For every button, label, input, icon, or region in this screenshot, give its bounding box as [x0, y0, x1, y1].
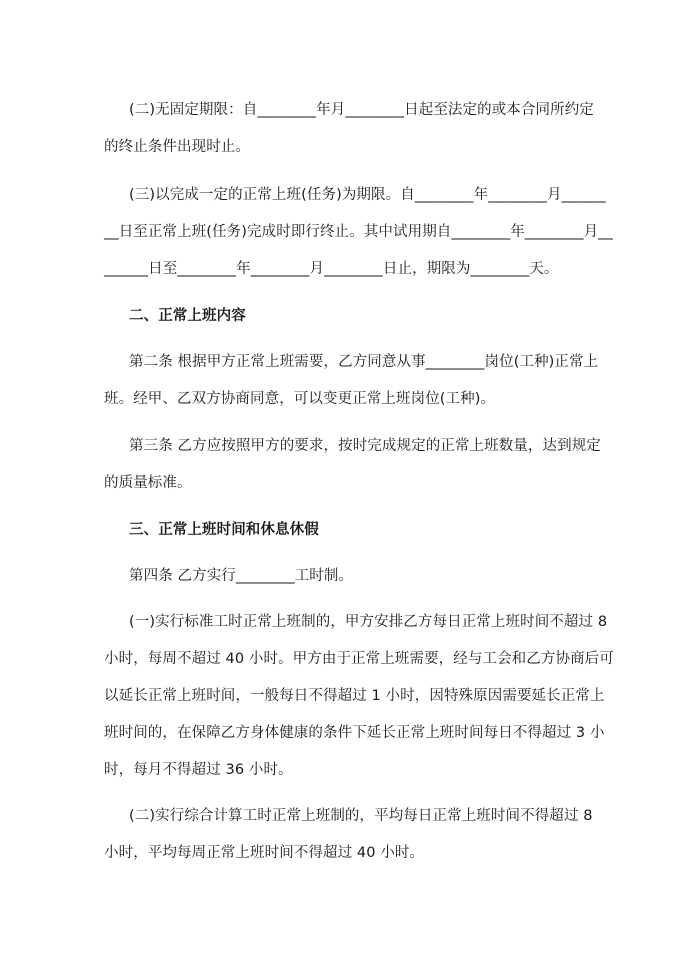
- standard-hours-line-3: 以延长正常上班时间，一般每日不得超过 1 小时，因特殊原因需要延长正常上: [104, 688, 605, 704]
- article-4-line: 第四条 乙方实行________工时制。: [129, 568, 354, 584]
- paragraph-fixed-term-line-2: 的终止条件出现时止。: [104, 139, 250, 155]
- article-3-line-1: 第三条 乙方应按照甲方的要求，按时完成规定的正常上班数量，达到规定: [129, 438, 601, 454]
- article-2-line-1: 第二条 根据甲方正常上班需要，乙方同意从事________岗位(工种)正常上: [129, 354, 599, 370]
- article-3-line-2: 的质量标准。: [104, 475, 192, 491]
- standard-hours-line-1: (一)实行标准工时正常上班制的，甲方安排乙方每日正常上班时间不超过 8: [129, 614, 608, 630]
- standard-hours-line-5: 时，每月不得超过 36 小时。: [104, 762, 293, 778]
- paragraph-task-term-line-3: ______日至________年________月________日止，期限为________天。: [104, 261, 559, 277]
- article-2-line-2: 班。经甲、乙双方协商同意，可以变更正常上班岗位(工种)。: [104, 391, 496, 407]
- standard-hours-line-2: 小时，每周不超过 40 小时。甲方由于正常上班需要，经与工会和乙方协商后可: [104, 651, 614, 667]
- paragraph-task-term-line-1: (三)以完成一定的正常上班(任务)为期限。自________年________月______: [129, 187, 606, 203]
- paragraph-fixed-term-line-1: (二)无固定期限：自________年月________日起至法定的或本合同所约定: [129, 102, 594, 118]
- comprehensive-hours-line-1: (二)实行综合计算工时正常上班制的，平均每日正常上班时间不得超过 8: [129, 808, 593, 824]
- section-heading-work-hours: 三、正常上班时间和休息休假: [129, 522, 319, 538]
- section-heading-work-content: 二、正常上班内容: [129, 308, 246, 324]
- paragraph-task-term-line-2: __日至正常上班(任务)完成时即行终止。其中试用期自________年________月__: [104, 224, 613, 240]
- standard-hours-line-4: 班时间的，在保障乙方身体健康的条件下延长正常上班时间每日不得超过 3 小: [104, 725, 605, 741]
- comprehensive-hours-line-2: 小时，平均每周正常上班时间不得超过 40 小时。: [104, 845, 425, 861]
